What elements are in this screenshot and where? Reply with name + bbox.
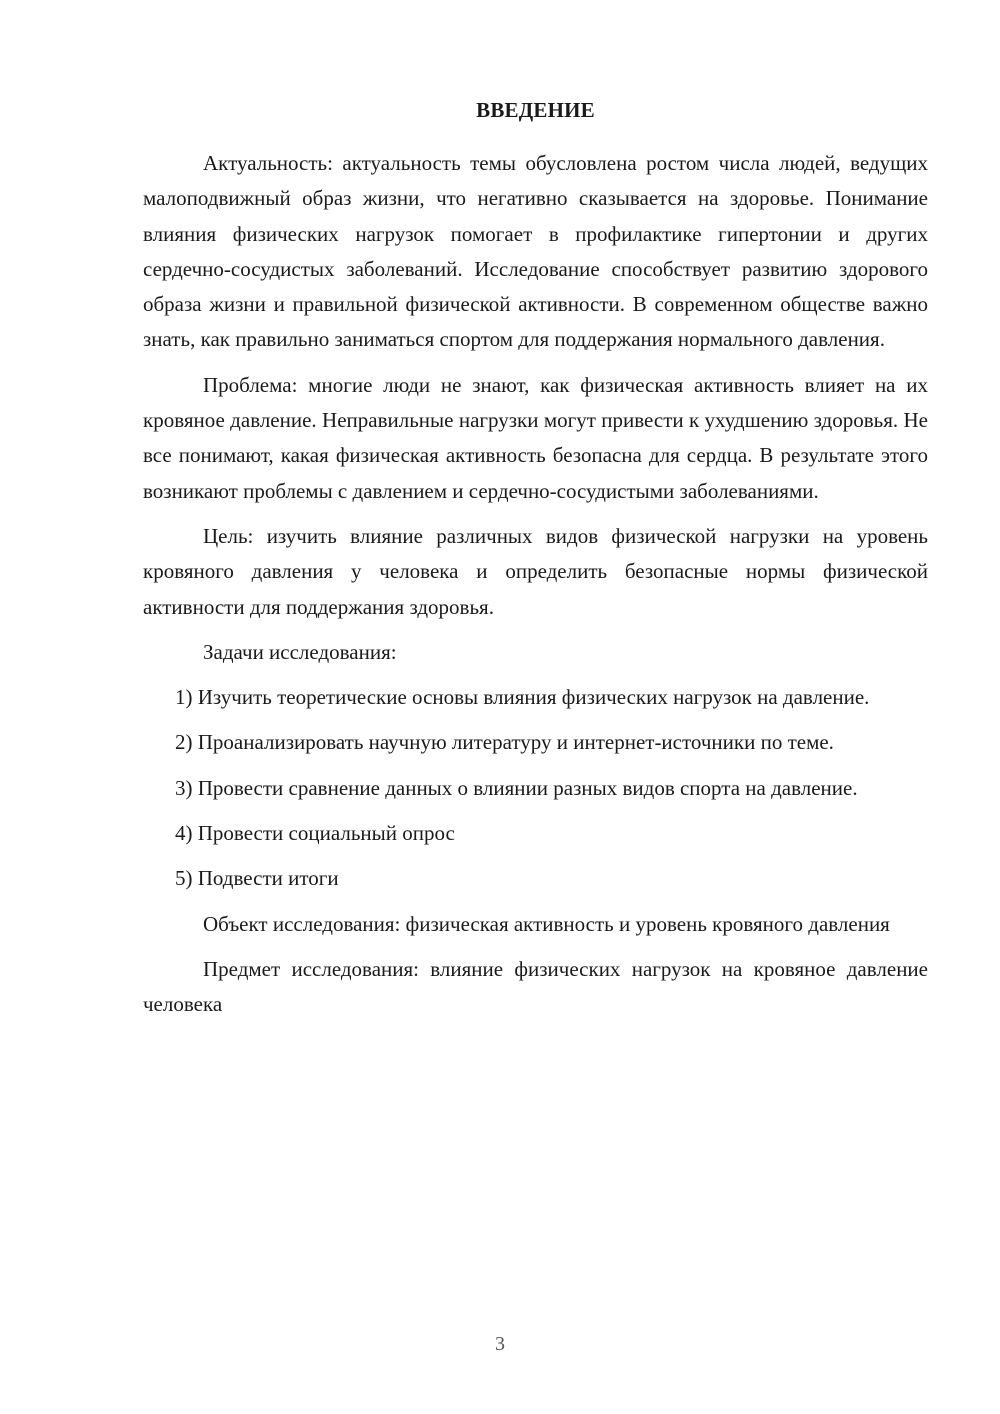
tasks-heading: Задачи исследования: [203, 639, 397, 664]
subject-paragraph: Предмет исследования: влияние физических нагрузок на кровяное давление человека [143, 956, 928, 1017]
task-item-1: 1) Изучить теоретические основы влияния физических нагрузок на давление. [175, 685, 870, 710]
task-item-2: 2) Проанализировать научную литературу и интернет-источники по теме. [175, 730, 834, 755]
goal-paragraph: Цель: изучить влияние различных видов физической нагрузки на уровень кровяного давления у человека и определить безопасные нормы физической активности для поддержания здоровья. [143, 523, 928, 619]
page-title: ВВЕДЕНИЕ [476, 98, 595, 122]
task-item-3: 3) Провести сравнение данных о влиянии разных видов спорта на давление. [175, 775, 858, 800]
relevance-paragraph: Актуальность: актуальность темы обусловлена ростом числа людей, ведущих малоподвижный образ жизни, что негативно сказывается на здоровье. Понимание влияния физических нагрузок помогает в профилактике гипертонии и других сердечно-сосудистых заболеваний. Исследование способствует развитию здорового образа жизни и правильной физической активности. В современном обществе важно знать, как правильно заниматься спортом для поддержания нормального давления. [143, 151, 928, 352]
task-item-5: 5) Подвести итоги [175, 866, 339, 891]
document-page [143, 96, 928, 1033]
task-item-4: 4) Провести социальный опрос [175, 821, 455, 846]
object-paragraph: Объект исследования: физическая активность и уровень кровяного давления [203, 911, 890, 936]
page-number: 3 [495, 1333, 505, 1355]
problem-paragraph: Проблема: многие люди не знают, как физическая активность влияет на их кровяное давление. Неправильные нагрузки могут привести к ухудшению здоровья. Не все понимают, какая физическая активность безопасна для сердца. В результате этого возникают проблемы с давлением и сердечно-сосудистыми заболеваниями. [143, 372, 928, 503]
